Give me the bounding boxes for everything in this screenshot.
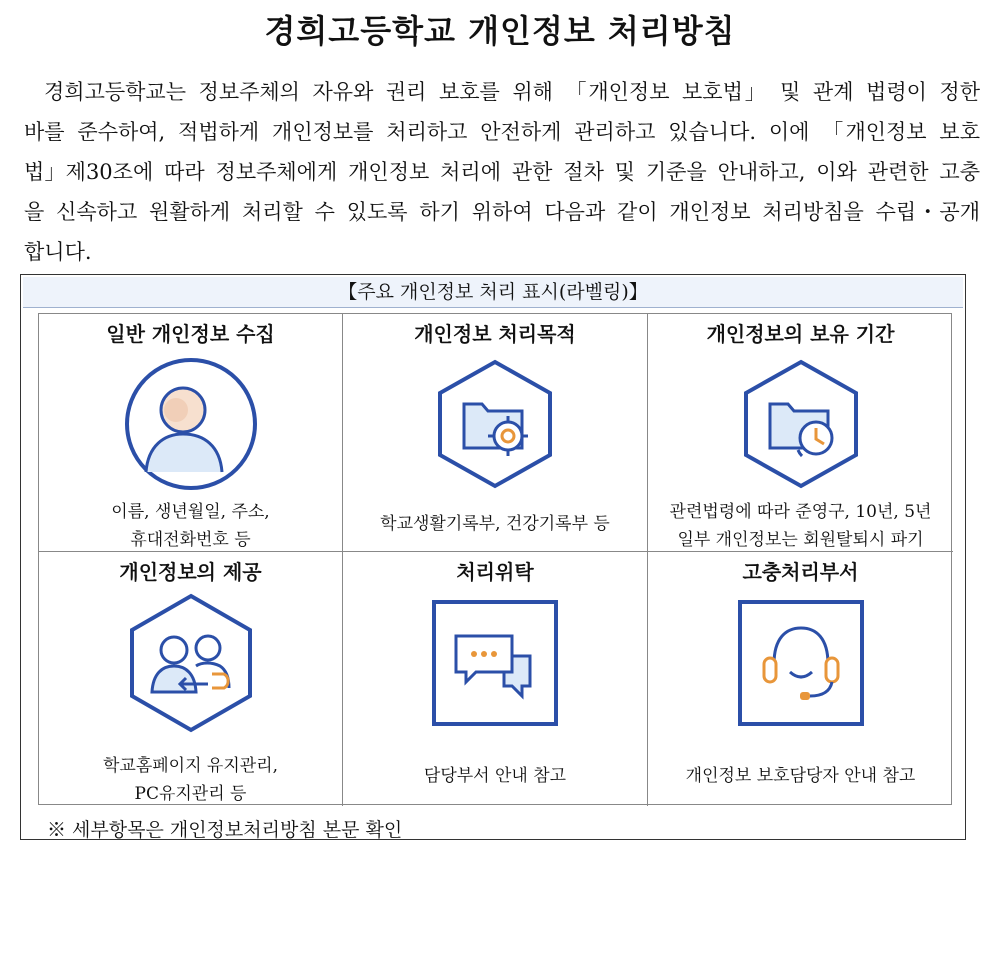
label-cell-desc: 담당부서 안내 참고 [423,766,567,786]
label-cell-purpose [343,314,648,552]
label-cell-outsourcing [343,552,648,806]
chat-bubbles-icon [420,588,570,738]
label-cell-title: 일반 개인정보 수집 [106,322,275,346]
label-cell-title: 처리위탁 [456,560,534,584]
users-transfer-icon [116,588,266,738]
label-cell-title: 개인정보의 보유 기간 [706,322,895,346]
page-title: 경희고등학교 개인정보 처리방침 [264,12,736,50]
label-cell-collection [39,314,343,552]
headset-icon [726,588,876,738]
person-icon [116,354,266,494]
footnote: ※ 세부항목은 개인정보처리방침 본문 확인 [47,819,403,841]
label-cell-retention [648,314,953,552]
label-cell-title: 개인정보 처리목적 [414,322,576,346]
label-cell-title: 고충처리부서 [742,560,859,584]
label-cell-provision [39,552,343,806]
label-cell-desc: 학교생활기록부, 건강기록부 등 [380,514,610,534]
labeling-grid [38,313,952,805]
label-cell-grievance [648,552,953,806]
label-cell-desc: 이름, 생년월일, 주소, 휴대전화번호 등 [111,502,270,550]
label-cell-desc: 관련법령에 따라 준영구, 10년, 5년 일부 개인정보는 회원탈퇴시 파기 [669,502,932,550]
label-cell-desc: 개인정보 보호담당자 안내 참고 [685,766,916,786]
labeling-panel [20,274,966,840]
label-cell-title: 개인정보의 제공 [119,560,262,584]
labeling-panel-heading: 【주요 개인정보 처리 표시(라벨링)】 [23,277,963,308]
intro-paragraph: 경희고등학교는 정보주체의 자유와 권리 보호를 위해 「개인정보 보호법」 및 관계 법령이 정한 바를 준수하여, 적법하게 개인정보를 처리하고 안전하게 관리하고 있습니다. 이에 「개인정보 보호법」제30조에 따라 정보주체에게 개인정보 처리에 관한 절차 및 기준을 안내하고, 이와 관련한 고충을 신속하고 원활하게 처리할 수 있도록 하기 위하여 다음과 같이 개인정보 처리방침을 수립・공개합니다. [24,80,980,264]
label-cell-desc: 학교홈페이지 유지관리, PC유지관리 등 [102,756,279,804]
folder-target-icon [420,354,570,494]
folder-clock-icon [726,354,876,494]
